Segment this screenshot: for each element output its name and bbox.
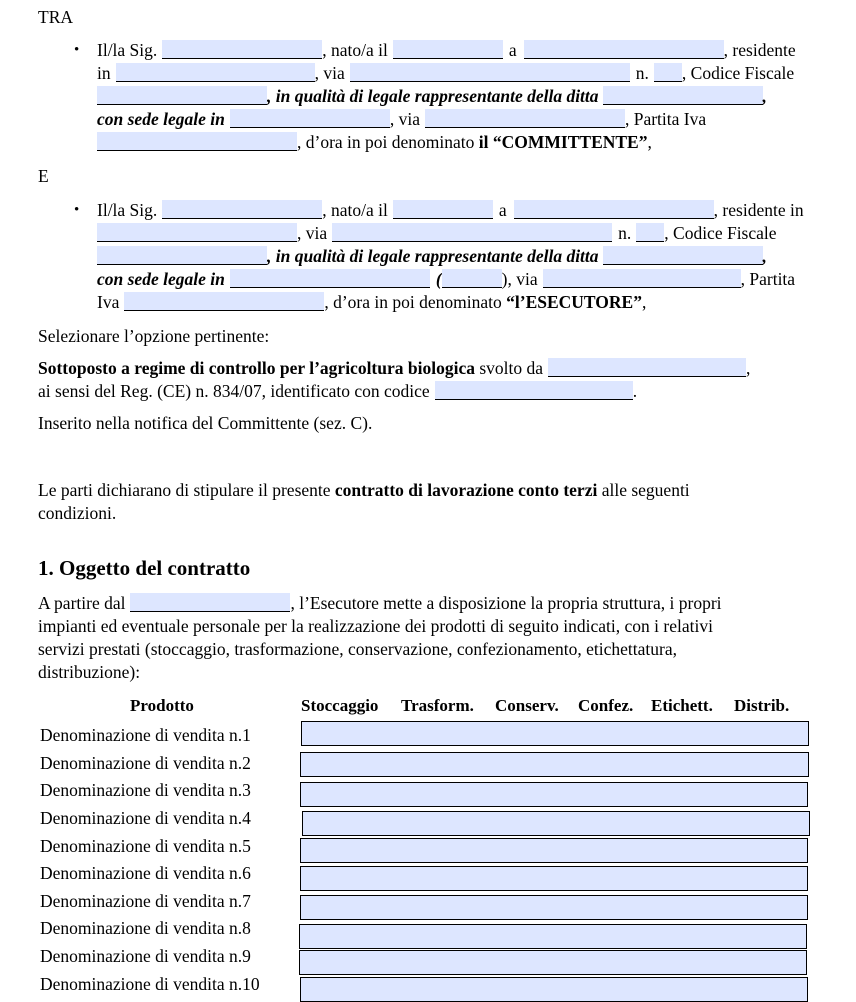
header-confez: Confez. [578, 696, 634, 715]
header-etichett: Etichett. [651, 696, 713, 715]
product-row-label: Denominazione di vendita n.7 [40, 891, 251, 911]
header-stoccaggio: Stoccaggio [301, 696, 379, 715]
denominato-label: , d’ora in poi denominato [324, 292, 507, 312]
committente-company-field[interactable] [603, 86, 763, 105]
header-distrib: Distrib. [734, 696, 790, 715]
product-row-field[interactable] [299, 950, 807, 975]
intro-line-1 [38, 479, 690, 501]
committente-seat-street-field[interactable] [425, 109, 625, 128]
option-bio-line-1[interactable] [38, 357, 750, 379]
comma: , [641, 292, 647, 312]
esecutore-cf-field[interactable] [97, 246, 267, 265]
committente-line-1 [97, 39, 796, 61]
committente-line-5 [97, 131, 652, 153]
section-1-line-3: servizi prestati (stoccaggio, trasformazione, conservazione, confezionamento, etichettatura, [38, 639, 677, 659]
esecutore-line-5 [97, 291, 646, 313]
option-notifica[interactable]: Inserito nella notifica del Committente (sez. C). [38, 413, 373, 433]
qualita-label: , in qualità di legale rappresentante della ditta [267, 86, 599, 106]
select-option-label: Selezionare l’opzione pertinente: [38, 326, 270, 346]
committente-number-field[interactable] [654, 63, 682, 82]
nato-label: , nato/a il [322, 40, 388, 60]
committente-seat-field[interactable] [230, 109, 390, 128]
comma: , [762, 246, 767, 266]
qualita-label: , in qualità di legale rappresentante della ditta [267, 246, 599, 266]
denominato-label: , d’ora in poi denominato [297, 132, 479, 152]
committente-residence-field[interactable] [116, 63, 315, 82]
option-bio-line-2 [38, 380, 637, 402]
intro-line-2: condizioni. [38, 503, 117, 523]
via-label: , via [297, 223, 328, 243]
control-body-field[interactable] [548, 358, 746, 377]
product-row-label: Denominazione di vendita n.1 [40, 725, 251, 745]
committente-role: il “COMMITTENTE” [478, 132, 648, 152]
option-bio-title: Sottoposto a regime di controllo per l’agricoltura biologica [38, 358, 475, 378]
product-row-field[interactable] [300, 752, 809, 777]
esecutore-company-field[interactable] [603, 246, 763, 265]
esecutore-street-field[interactable] [332, 223, 612, 242]
sede-label: con sede legale in [97, 109, 225, 129]
esecutore-piva-field[interactable] [124, 292, 324, 311]
section-1-title: 1. Oggetto del contratto [38, 556, 251, 580]
esecutore-line-1 [97, 199, 804, 221]
committente-line-3 [97, 85, 767, 107]
section-text: , l’Esecutore mette a disposizione la propria struttura, i propri [290, 593, 722, 613]
cf-label: , Codice Fiscale [681, 63, 795, 83]
committente-cf-field[interactable] [97, 86, 267, 105]
product-row-label: Denominazione di vendita n.2 [40, 753, 251, 773]
residente-label: , residente [723, 40, 796, 60]
esecutore-line-3 [97, 245, 767, 267]
esecutore-province-field[interactable] [442, 269, 502, 288]
esecutore-line-4 [97, 268, 795, 290]
via-label: , via [314, 63, 345, 83]
esecutore-seat-field[interactable] [230, 269, 430, 288]
a-label: a [508, 40, 517, 60]
in-label: in [97, 63, 111, 83]
piva-label: , Partita Iva [624, 109, 707, 129]
product-row-field[interactable] [300, 782, 808, 807]
e-label: E [38, 166, 49, 186]
product-row-label: Denominazione di vendita n.6 [40, 863, 251, 883]
paren-open: ( [435, 269, 442, 289]
product-row-field[interactable] [300, 866, 808, 891]
via-label: , via [389, 109, 420, 129]
esecutore-birthplace-field[interactable] [514, 200, 714, 219]
esecutore-seat-street-field[interactable] [543, 269, 741, 288]
a-label: a [498, 200, 507, 220]
option-bio-text: svolto da [474, 358, 544, 378]
comma: , [762, 86, 767, 106]
header-conserv: Conserv. [495, 696, 559, 715]
nato-label: , nato/a il [322, 200, 388, 220]
product-row-field[interactable] [301, 721, 809, 746]
control-code-field[interactable] [435, 381, 633, 400]
committente-street-field[interactable] [350, 63, 630, 82]
product-row-label: Denominazione di vendita n.8 [40, 918, 251, 938]
bullet-esecutore: • [74, 202, 80, 218]
sig-label: Il/la Sig. [97, 200, 158, 220]
section-text: A partire dal [38, 593, 126, 613]
tra-label: TRA [38, 7, 73, 27]
product-row-label: Denominazione di vendita n.9 [40, 946, 251, 966]
via-label: ), via [501, 269, 538, 289]
section-1-line-2: impianti ed eventuale personale per la realizzazione dei prodotti di seguito indicati, con i relativi [38, 616, 713, 636]
product-row-label: Denominazione di vendita n.5 [40, 836, 251, 856]
product-row-field[interactable] [300, 838, 808, 863]
option-bio-text-2: ai sensi del Reg. (CE) n. 834/07, identificato con codice [38, 381, 430, 401]
n-label: n. [635, 63, 649, 83]
product-row-field[interactable] [300, 895, 808, 920]
product-row-label: Denominazione di vendita n.10 [40, 974, 260, 994]
start-date-field[interactable] [130, 593, 290, 612]
cf-label: , Codice Fiscale [664, 223, 777, 243]
committente-piva-field[interactable] [97, 132, 297, 151]
iva-label: Iva [97, 292, 120, 312]
residente-label: , residente in [713, 200, 804, 220]
committente-line-4 [97, 108, 706, 130]
product-row-field[interactable] [300, 977, 808, 1002]
product-row-field[interactable] [302, 811, 810, 836]
comma: , [647, 132, 652, 152]
esecutore-birthdate-field[interactable] [393, 200, 493, 219]
bullet-committente: • [74, 42, 80, 58]
committente-birthplace-field[interactable] [524, 40, 724, 59]
header-prodotto: Prodotto [130, 696, 194, 715]
product-row-label: Denominazione di vendita n.3 [40, 780, 251, 800]
comma: , [746, 358, 751, 378]
section-1-line-4: distribuzione): [38, 662, 141, 682]
esecutore-line-2 [97, 222, 777, 244]
header-trasform: Trasform. [401, 696, 474, 715]
esecutore-role: “l’ESECUTORE” [506, 292, 642, 312]
intro-text: alle seguenti [597, 480, 690, 500]
product-row-field[interactable] [299, 924, 807, 949]
sig-label: Il/la Sig. [97, 40, 158, 60]
n-label: n. [618, 223, 632, 243]
product-row-label: Denominazione di vendita n.4 [40, 808, 251, 828]
partita-label: , Partita [740, 269, 796, 289]
esecutore-name-field[interactable] [162, 200, 322, 219]
period: . [632, 381, 638, 401]
section-1-line-1 [38, 592, 722, 614]
committente-name-field[interactable] [162, 40, 322, 59]
esecutore-residence-field[interactable] [97, 223, 297, 242]
committente-birthdate-field[interactable] [393, 40, 503, 59]
intro-text: Le parti dichiarano di stipulare il presente [38, 480, 335, 500]
intro-contract-type: contratto di lavorazione conto terzi [334, 480, 598, 500]
committente-line-2 [97, 62, 794, 84]
esecutore-number-field[interactable] [636, 223, 664, 242]
sede-label: con sede legale in [97, 269, 225, 289]
